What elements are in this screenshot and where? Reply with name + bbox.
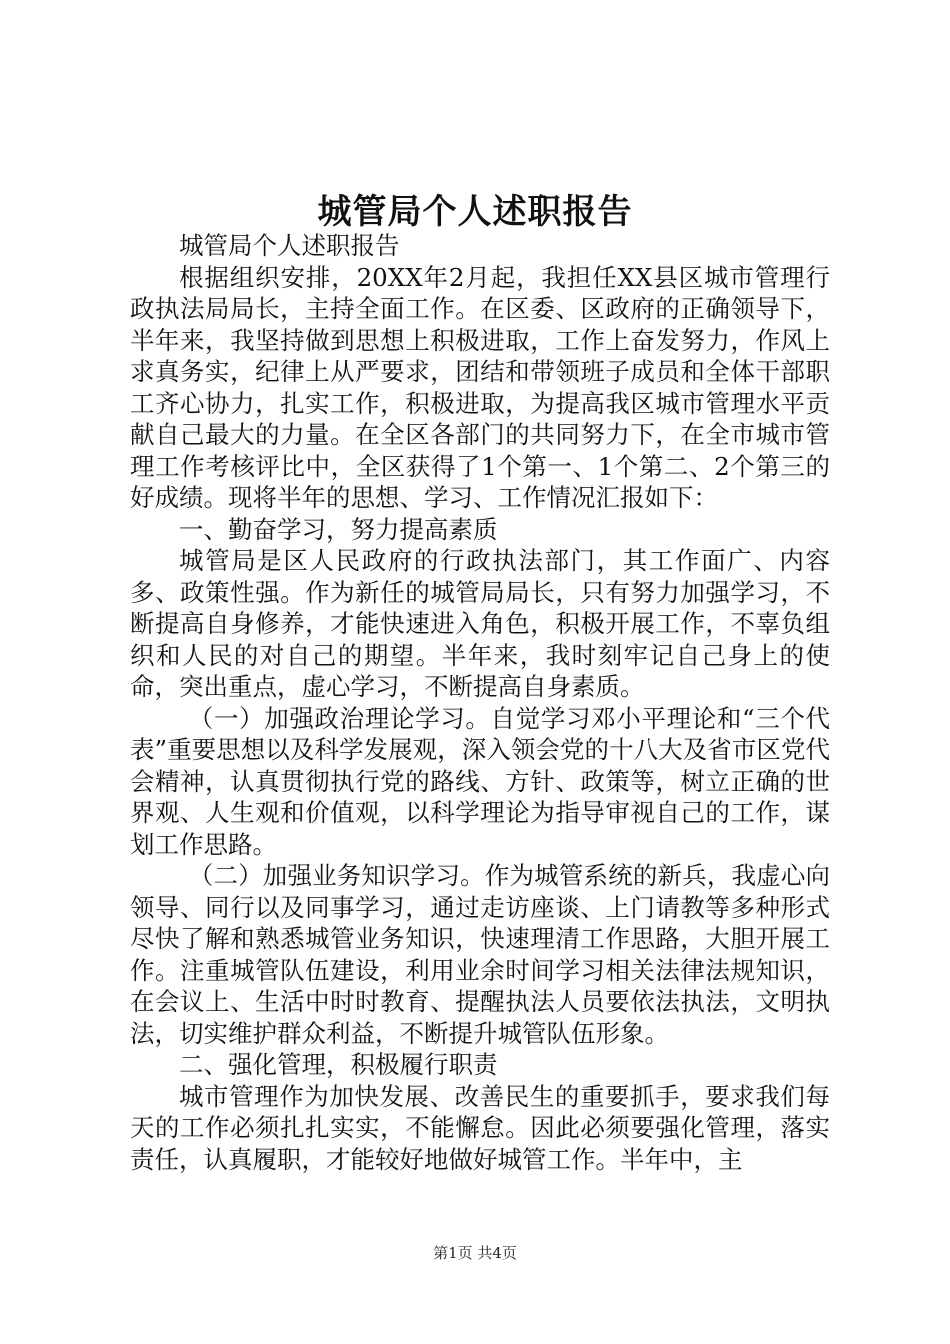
body-paragraph: 城市管理作为加快发展、改善民生的重要抓手，要求我们每天的工作必须扎扎实实，不能懈怠。因此必须要强化管理，落实责任，认真履职，才能较好地做好城管工作。半年中，主: [130, 1081, 830, 1174]
document-body: [130, 230, 830, 1175]
section-heading-2: 二、强化管理，积极履行职责: [179, 1050, 498, 1079]
section-heading-1: 一、勤奋学习，努力提高素质: [179, 514, 498, 544]
body-paragraph: 城管局是区人民政府的行政执法部门，其工作面广、内容多、政策性强。作为新任的城管局局长，只有努力加强学习，不断提高自身修养，才能快速进入角色，积极开展工作，不辜负组织和人民的对自己的期望。半年来，我时刻牢记自己身上的使命，突出重点，虚心学习，不断提高自身素质。: [130, 546, 830, 701]
body-paragraph-intro: 根据组织安排，20XX年2月起，我担任XX县区城市管理行政执法局局长，主持全面工作。在区委、区政府的正确领导下，半年来，我坚持做到思想上积极进取，工作上奋发努力，作风上求真务实，纪律上从严要求，团结和带领班子成员和全体干部职工齐心协力，扎实工作，积极进取，为提高我区城市管理水平贡献自己最大的力量。在全区各部门的共同努力下，在全市城市管理工作考核评比中，全区获得了1个第一、1个第二、2个第三的好成绩。现将半年的思想、学习、工作情况汇报如下：: [130, 262, 830, 512]
body-paragraph-item-2: （二）加强业务知识学习。作为城管系统的新兵，我虚心向领导、同行以及同事学习，通过走访座谈、上门请教等多种形式尽快了解和熟悉城管业务知识，快速理清工作思路，大胆开展工作。注重城管队伍建设，利用业余时间学习相关法律法规知识，在会议上、生活中时时教育、提醒执法人员要依法执法，文明执法，切实维护群众利益，不断提升城管队伍形象。: [130, 861, 830, 1048]
body-paragraph-item-1: （一）加强政治理论学习。自觉学习邓小平理论和“三个代表”重要思想以及科学发展观，深入领会党的十八大及省市区党代会精神，认真贯彻执行党的路线、方针、政策等，树立正确的世界观、人生观和价值观，以科学理论为指导审视自己的工作，谋划工作思路。: [130, 703, 830, 859]
body-paragraph-subtitle: 城管局个人述职报告: [179, 231, 400, 260]
document-title: 城管局个人述职报告: [317, 192, 633, 232]
page-footer: 第1页 共4页: [433, 1244, 517, 1262]
